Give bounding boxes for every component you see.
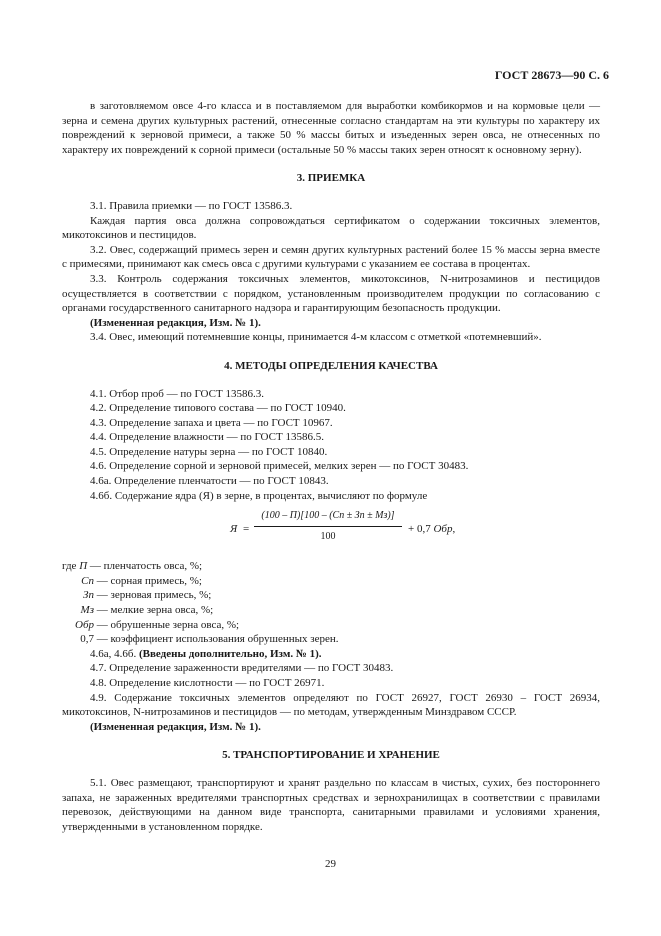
legend-text: — коэффициент использования обрушенных зерен. xyxy=(96,633,339,646)
legend-symbol: 0,7 xyxy=(80,633,94,646)
legend-symbol: Обр xyxy=(75,618,94,631)
s3-p3: 3.2. Овес, содержащий примесь зерен и семян других культурных растений более 15 % массы зерна вместе с примесями, принимают как смесь овса с другими культурами с указанием ее состава в процентах. xyxy=(62,243,600,271)
s4-p49: 4.9. Содержание токсичных элементов определяют по ГОСТ 26927, ГОСТ 26930 – ГОСТ 26934, микотоксинов, N-нитрозаминов и пестицидов — по методам, утвержденным Минздравом СССР. xyxy=(62,691,600,719)
s4-p47: 4.7. Определение зараженности вредителями — по ГОСТ 30483. xyxy=(90,662,394,675)
formula-tail-variable: Обр xyxy=(433,523,453,536)
section-5-title: 5. ТРАНСПОРТИРОВАНИЕ И ХРАНЕНИЕ xyxy=(222,749,440,762)
legend-symbol: П xyxy=(79,560,88,573)
legend-symbol: Зп xyxy=(83,589,94,602)
legend-row xyxy=(62,588,600,603)
legend-where: где xyxy=(62,560,77,573)
s5-p1: 5.1. Овес размещают, транспортируют и хранят раздельно по классам в чистых, сухих, без постороннего запаха, не зараженных вредителями транспортных средствах и зернохранилищах в соответствии с правилами перевозок, действующими на данном виде транспорта, санитарными правилами и условиями хранения, утвержденными в установленном порядке. xyxy=(62,776,600,833)
legend-text: — зерновая примесь, %; xyxy=(96,589,212,602)
s4-item: 4.5. Определение натуры зерна — по ГОСТ 10840. xyxy=(90,445,328,458)
formula-fraction-bar xyxy=(254,526,402,527)
s4-added-note xyxy=(62,647,600,662)
formula-equals: = xyxy=(243,523,250,536)
formula-plus-coefficient: + 0,7 xyxy=(408,523,431,536)
s4-item: 4.3. Определение запаха и цвета — по ГОСТ 10967. xyxy=(90,416,333,429)
page-content xyxy=(62,99,600,834)
legend-text: — сорная примесь, %; xyxy=(96,574,202,587)
legend-text: — пленчатость овса, %; xyxy=(89,560,203,573)
legend-row xyxy=(62,559,600,574)
s4-item: 4.2. Определение типового состава — по ГОСТ 10940. xyxy=(90,402,346,415)
legend-text: — мелкие зерна овса, %; xyxy=(96,604,214,617)
added-note-items: 4.6а, 4.6б. xyxy=(90,647,137,660)
formula-tail xyxy=(408,522,455,537)
page-number: 29 xyxy=(325,858,336,870)
formula-lhs: Я xyxy=(230,523,238,536)
section-3-title: 3. ПРИЕМКА xyxy=(296,172,366,185)
s3-p4: 3.3. Контроль содержания токсичных элементов, микотоксинов, N-нитрозаминов и пестицидов осуществляется в соответствии с порядком, установленным производителем продукции по согласованию с органами государственного санитарного надзора и гарантирующим безопасность продукции. xyxy=(62,272,600,315)
legend-row xyxy=(62,632,600,647)
intro-paragraph: в заготовляемом овсе 4-го класса и в поставляемом для выработки комбикормов и на кормовые цели — зерна и семена других культурных растений, отнесенные согласно стандартам на эти культуры по характеру их повреждений к зерновой примеси, а также 50 % массы битых и изъеденных зерен овса, не отнесенных по характеру их повреждений к сорной примеси (остальные 50 % массы таких зерен относят к основному зерну). xyxy=(62,100,600,156)
legend-row xyxy=(62,618,600,633)
formula-end: , xyxy=(452,523,456,536)
s3-amendment-note: (Измененная редакция, Изм. № 1). xyxy=(90,316,261,329)
legend-row xyxy=(62,603,600,618)
added-note-text: (Введены дополнительно, Изм. № 1). xyxy=(138,647,322,660)
s4-item: 4.1. Отбор проб — по ГОСТ 13586.3. xyxy=(90,387,264,400)
kernel-content-formula xyxy=(62,509,600,553)
s3-p2: Каждая партия овса должна сопровождаться сертификатом о содержании токсичных элементов, микотоксинов и пестицидов. xyxy=(62,214,600,242)
section-4-title: 4. МЕТОДЫ ОПРЕДЕЛЕНИЯ КАЧЕСТВА xyxy=(224,359,438,372)
page-header: ГОСТ 28673—90 С. 6 xyxy=(494,68,609,82)
s4-item: 4.4. Определение влажности — по ГОСТ 13586.5. xyxy=(90,431,324,444)
s4-item: 4.6а. Определение пленчатости — по ГОСТ 10843. xyxy=(90,475,329,488)
legend-symbol: Сп xyxy=(81,574,94,587)
s3-p5: 3.4. Овес, имеющий потемневшие концы, принимается 4-м классом с отметкой «потемневший». xyxy=(90,331,542,344)
formula-legend xyxy=(62,559,600,647)
formula-denominator: 100 xyxy=(320,531,336,543)
formula-numerator: (100 – П)[100 – (Cп ± Зп ± Мз)] xyxy=(261,510,395,522)
s3-p1: 3.1. Правила приемки — по ГОСТ 13586.3. xyxy=(90,199,293,212)
s4-p48: 4.8. Определение кислотности — по ГОСТ 26971. xyxy=(90,677,325,689)
s4-amendment-note: (Измененная редакция, Изм. № 1). xyxy=(90,720,261,733)
legend-row xyxy=(62,574,600,589)
legend-symbol: Мз xyxy=(80,604,94,617)
legend-text: — обрушенные зерна овса, %; xyxy=(96,618,240,631)
s4-item: 4.6б. Содержание ядра (Я) в зерне, в процентах, вычисляют по формуле xyxy=(90,489,428,502)
s4-item: 4.6. Определение сорной и зерновой примесей, мелких зерен — по ГОСТ 30483. xyxy=(90,460,469,473)
